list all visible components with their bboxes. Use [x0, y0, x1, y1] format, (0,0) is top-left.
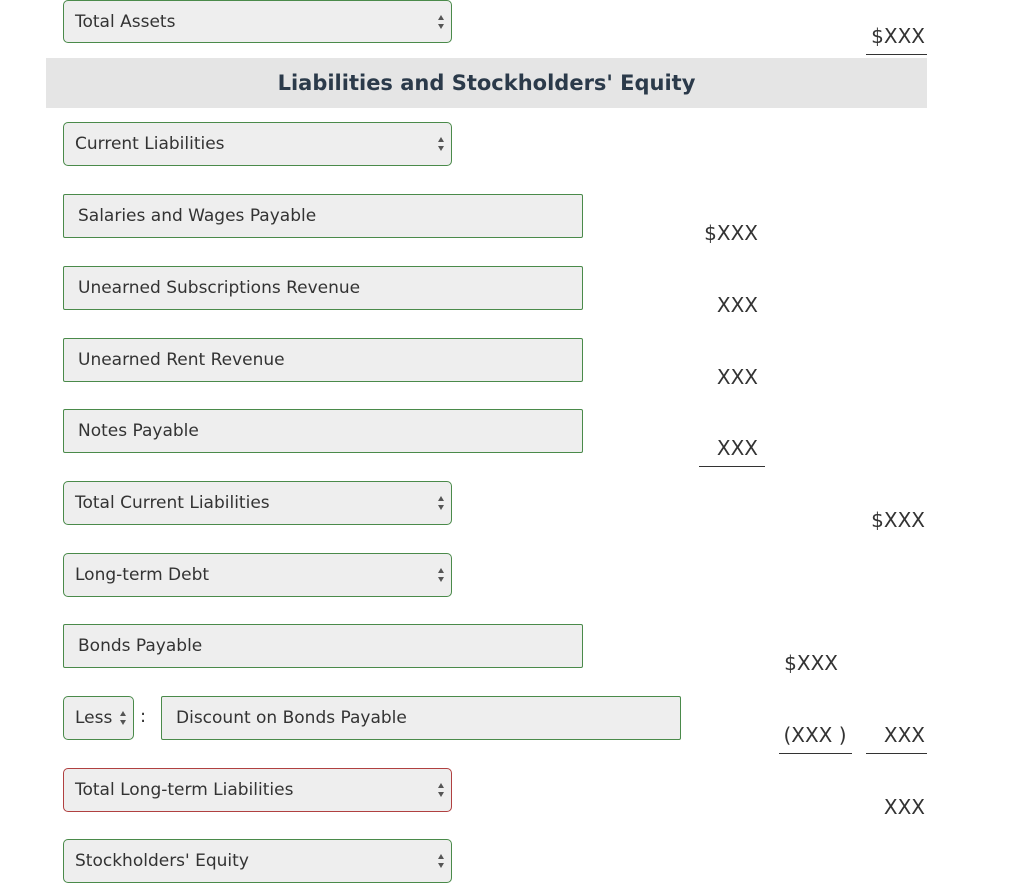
select-arrows-icon	[437, 566, 445, 584]
total-long-term-liabilities-select[interactable]	[63, 768, 452, 812]
section-header: Liabilities and Stockholders' Equity	[46, 58, 927, 108]
unearned-rent-amount: XXX	[716, 365, 758, 389]
subtotal-underline	[699, 466, 765, 467]
bonds-payable-field[interactable]: Bonds Payable	[63, 624, 583, 668]
total-current-liabilities-select[interactable]	[63, 481, 452, 525]
total-current-amount: $XXX	[871, 508, 925, 532]
unearned-rent-field[interactable]: Unearned Rent Revenue	[63, 338, 583, 382]
discount-bonds-field[interactable]: Discount on Bonds Payable	[161, 696, 681, 740]
total-current-liabilities-label: Total Current Liabilities	[75, 493, 270, 513]
operator-label: Less	[75, 708, 113, 728]
select-arrows-icon	[119, 709, 127, 727]
bonds-net-amount: XXX	[883, 723, 925, 747]
stockholders-equity-label: Stockholders' Equity	[75, 851, 249, 871]
select-arrows-icon	[437, 494, 445, 512]
long-term-debt-label: Long-term Debt	[75, 565, 210, 585]
total-assets-label: Total Assets	[75, 12, 176, 32]
salaries-wages-field[interactable]: Salaries and Wages Payable	[63, 194, 583, 238]
discount-underline	[779, 753, 852, 754]
select-arrows-icon	[437, 13, 445, 31]
select-arrows-icon	[437, 852, 445, 870]
operator-select[interactable]	[63, 696, 134, 740]
salaries-amount: $XXX	[704, 221, 758, 245]
operator-colon: :	[140, 706, 147, 727]
select-arrows-icon	[437, 781, 445, 799]
notes-payable-field[interactable]: Notes Payable	[63, 409, 583, 453]
select-arrows-icon	[437, 135, 445, 153]
current-liabilities-select[interactable]	[63, 122, 452, 166]
total-long-term-amount: XXX	[883, 795, 925, 819]
discount-amount: (XXX )	[783, 723, 847, 747]
unearned-subscriptions-amount: XXX	[716, 293, 758, 317]
long-term-debt-select[interactable]	[63, 553, 452, 597]
bonds-payable-amount: $XXX	[784, 651, 838, 675]
total-assets-amount: $XXX	[871, 24, 925, 48]
double-underline-top	[866, 54, 927, 55]
notes-payable-amount: XXX	[716, 436, 758, 460]
total-assets-select[interactable]	[63, 0, 452, 43]
unearned-subscriptions-field[interactable]: Unearned Subscriptions Revenue	[63, 266, 583, 310]
current-liabilities-label: Current Liabilities	[75, 134, 225, 154]
stockholders-equity-select[interactable]	[63, 839, 452, 883]
bonds-net-underline	[866, 753, 927, 754]
total-long-term-label: Total Long-term Liabilities	[75, 780, 294, 800]
